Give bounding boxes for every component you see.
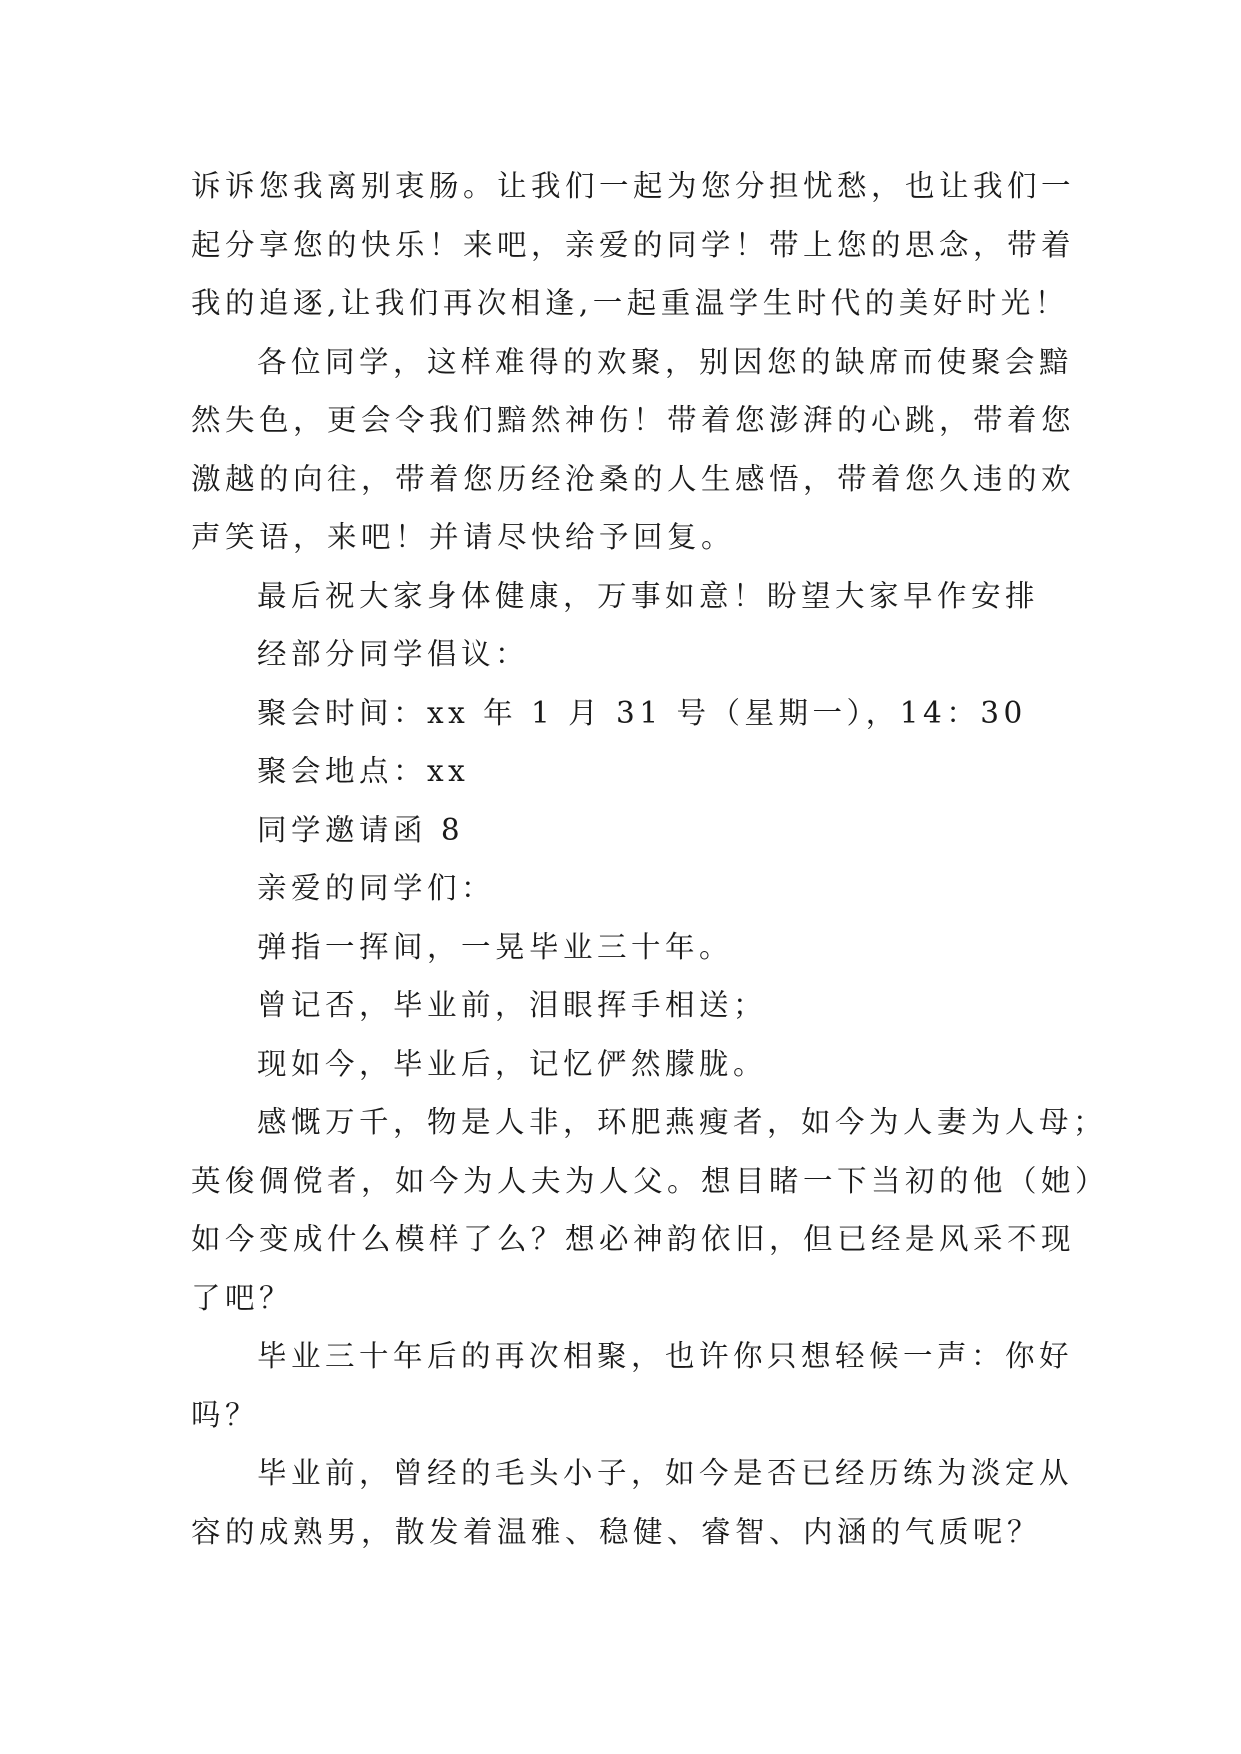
text-line: 了吧？ bbox=[191, 1280, 294, 1315]
text-line: 现如今，毕业后，记忆俨然朦胧。 bbox=[257, 1046, 768, 1081]
text-line: 诉诉您我离别衷肠。让我们一起为您分担忧愁，也让我们一 bbox=[191, 169, 1076, 203]
text-line: 经部分同学倡议： bbox=[257, 637, 530, 671]
text-line: 我的追逐,让我们再次相逢,一起重温学生时代的美好时光！ bbox=[191, 286, 1069, 320]
text-line: 毕业前，曾经的毛头小子，如今是否已经历练为淡定从 bbox=[257, 1456, 1074, 1490]
section-title: 同学邀请函 8 bbox=[257, 812, 465, 847]
document-body bbox=[191, 157, 1110, 1561]
salutation: 亲爱的同学们： bbox=[257, 871, 496, 905]
text-line: 起分享您的快乐！来吧，亲爱的同学！带上您的思念，带着 bbox=[191, 227, 1076, 262]
text-line: 毕业三十年后的再次相聚，也许你只想轻候一声：你好 bbox=[257, 1339, 1074, 1373]
text-line: 最后祝大家身体健康，万事如意！盼望大家早作安排 bbox=[257, 578, 1040, 613]
meeting-place: 聚会地点：xx bbox=[257, 754, 470, 788]
text-line: 感慨万千，物是人非，环肥燕瘦者，如今为人妻为人母； bbox=[257, 1105, 1108, 1139]
text-line: 弹指一挥间，一晃毕业三十年。 bbox=[257, 929, 734, 964]
text-line: 容的成熟男，散发着温雅、稳健、睿智、内涵的气质呢？ bbox=[191, 1514, 1042, 1549]
text-line: 各位同学，这样难得的欢聚，别因您的缺席而使聚会黯 bbox=[257, 344, 1074, 379]
text-line: 曾记否，毕业前，泪眼挥手相送； bbox=[257, 988, 768, 1022]
text-line: 声笑语，来吧！并请尽快给予回复。 bbox=[191, 520, 736, 554]
text-line: 如今变成什么模样了么？想必神韵依旧，但已经是风采不现 bbox=[191, 1222, 1076, 1256]
text-line: 英俊倜傥者，如今为人夫为人父。想目睹一下当初的他（她） bbox=[191, 1163, 1110, 1198]
text-line: 吗？ bbox=[191, 1397, 260, 1432]
text-line: 激越的向往，带着您历经沧桑的人生感悟，带着您久违的欢 bbox=[191, 461, 1076, 496]
meeting-time: 聚会时间：xx 年 1 月 31 号（星期一），14：30 bbox=[257, 695, 1027, 730]
text-line: 然失色，更会令我们黯然神伤！带着您澎湃的心跳，带着您 bbox=[191, 403, 1076, 437]
